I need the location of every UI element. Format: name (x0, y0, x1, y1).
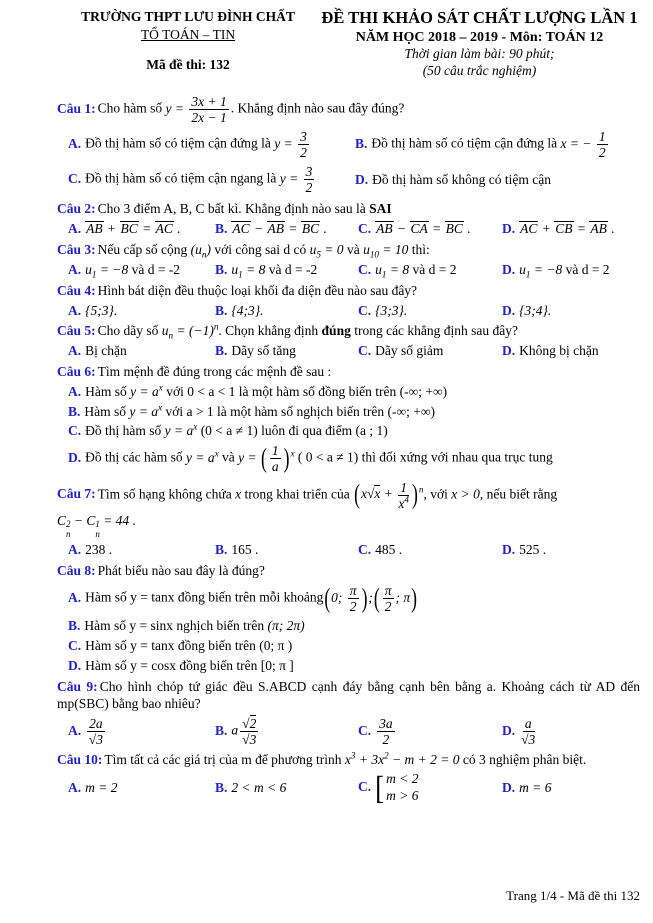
choice-letter: A. (68, 722, 82, 738)
interval-expression: (0; $\frac{\pi}{2}$ );( $\frac{\pi}{2}$ ; π) (324, 581, 417, 614)
choice-d: D. 525 . (502, 542, 547, 558)
question-6 (57, 363, 640, 475)
question-10-stem: Câu 10: Tìm tất cả các giá trị của m để phương trình $x^3 + 3x^2 - m + 2 = 0$ có 3 nghiệm phân biệt. (57, 750, 587, 768)
choice-letter: B. (215, 343, 228, 359)
question-4-label: Câu 4: (57, 282, 96, 298)
question-2-label: Câu 2: (57, 200, 96, 216)
school-name: TRƯỜNG THPT LƯU ĐÌNH CHẤT (81, 9, 295, 24)
choice-d: D. Đồ thị các hàm số $y = a^x$ và y = ( $\frac{1}{a}$ )$^x$ ( 0 < a ≠ 1) thì đối xứng với nhau qua trục tung (68, 442, 553, 475)
choice-letter: C. (68, 171, 82, 187)
question-2-stem: Câu 2: Cho 3 điểm A, B, C bất kì. Khẳng định nào sau là SAI (57, 200, 392, 216)
choice-letter: A. (68, 221, 82, 237)
sqrt-sign: √ (242, 716, 250, 732)
question-1 (57, 93, 640, 197)
choice-c (358, 715, 502, 748)
cubic-equation: $x^3 + 3x^2 - m + 2 = 0$ (344, 750, 460, 768)
emphasis: SAI (369, 200, 392, 216)
sequence-term: $(u_n)$ (190, 242, 211, 260)
choice-c: C. Đồ thị hàm số $y = a^x$ (0 < a ≠ 1) luôn đi qua điểm (a ; 1) (68, 421, 388, 439)
big-paren: ) (412, 478, 418, 510)
choice-letter: C. (358, 302, 372, 318)
choice-c (358, 771, 502, 805)
question-2 (57, 200, 640, 239)
choice-d (502, 715, 640, 748)
vector-equation: AC + CB = AB . (520, 221, 615, 237)
department-name: TỔ TOÁN – TIN (140, 26, 236, 42)
choice-b (215, 219, 358, 238)
choice-d: D. m = 6 (502, 780, 552, 796)
choice-letter: B. (68, 403, 81, 419)
math-answer: x = − $\frac{1}{2}$ (560, 129, 606, 161)
question-8-stem: Câu 8: Phát biểu nào sau đây là đúng? (57, 563, 265, 579)
question-4 (57, 282, 640, 320)
choices-row (68, 771, 640, 805)
choice-c (358, 219, 502, 238)
binomial-expression: (x√x + $\frac{1}{x^4}$ )$^n$ (354, 478, 424, 511)
choice-letter: D. (502, 542, 516, 558)
question-6-stem: Câu 6: Tìm mệnh đề đúng trong các mệnh đề sau : (57, 364, 332, 380)
vector-equation: AB − CA = BC . (376, 221, 471, 237)
choice-letter: A. (68, 343, 82, 359)
question-8-label: Câu 8: (57, 563, 96, 579)
sqrt-sign: √ (242, 732, 250, 748)
choice-letter: D. (502, 221, 516, 237)
choice-letter: A. (68, 302, 82, 318)
choice-b: B. Hàm số $y = a^x$ với a > 1 là một hàm số nghịch biến trên (-∞; +∞) (68, 402, 436, 419)
choice-a: A. $u_1 = -8$ và d = -2 (68, 261, 181, 280)
vector-equation: AB + BC = AC . (86, 221, 181, 237)
big-paren: ( (324, 581, 331, 613)
question-5-label: Câu 5: (57, 323, 96, 339)
question-list (57, 93, 640, 805)
choice-letter: B. (215, 780, 228, 796)
choices-row (68, 715, 640, 748)
choice-letter: A. (68, 261, 82, 277)
choice-letter: D. (502, 722, 516, 738)
fraction-answer: $\frac{√2}{√3}$ (242, 716, 257, 748)
choice-letter: C. (358, 221, 372, 237)
choice-d (502, 219, 640, 238)
emphasis: đúng (321, 323, 351, 339)
question-3-stem: Câu 3: Nếu cấp số cộng $(u_n)$ với công sai d có $u_5 = 0$ và $u_{10} = 10$ thì: (57, 242, 430, 260)
choice-b: B. Đồ thị hàm số có tiệm cận đứng là x = − $\frac{1}{2}$ (355, 128, 640, 161)
choice-letter: C. (358, 261, 372, 277)
fraction-answer: $\frac{3a}{2}$ (379, 716, 393, 748)
choice-letter: C. (358, 722, 372, 738)
choice-b: B. $u_1 = 8$ và d = -2 (215, 261, 318, 280)
choice-letter: B. (215, 302, 228, 318)
choice-a (68, 219, 215, 238)
question-1-label: Câu 1: (57, 100, 96, 116)
choices-row (68, 342, 640, 360)
exam-code: Mã đề thi: 132 (146, 57, 230, 73)
choice-c: C. Dãy số giảm (358, 343, 444, 359)
big-paren: ) (283, 442, 290, 474)
choice-letter: D. (502, 261, 516, 277)
choice-d: D. $u_1 = -8$ và d = 2 (502, 261, 610, 280)
choice-b: B. 165 . (215, 542, 259, 558)
big-paren: ( (261, 442, 267, 474)
choice-d: D. {3;4}. (502, 302, 552, 318)
choices-row (68, 219, 640, 238)
combination-equation: C 2 n − C 1 n = 44 . (57, 512, 136, 539)
choices-row (68, 163, 640, 196)
sqrt-sign: √ (88, 732, 97, 748)
choice-c: C. 485 . (358, 542, 403, 558)
question-7 (57, 479, 640, 560)
exam-note: (50 câu trắc nghiệm) (422, 63, 537, 78)
big-paren: ) (361, 581, 368, 613)
sqrt-sign: √ (521, 732, 529, 748)
exam-title: ĐỀ THI KHẢO SÁT CHẤT LƯỢNG LẦN 1 (321, 8, 638, 27)
school-block (57, 8, 319, 74)
big-paren: ) (411, 581, 417, 613)
choice-a: A. Hàm số y = tanx đồng biến trên mỗi khoảng(0; $\frac{\pi}{2}$ );( $\frac{\pi}{2}$ ; π) (68, 581, 417, 614)
exam-subtitle: NĂM HỌC 2018 – 2019 - Môn: TOÁN 12 (355, 29, 604, 45)
choice-b: B. Dãy số tăng (215, 343, 296, 359)
choice-letter: C. (358, 542, 372, 558)
question-1-stem (57, 93, 640, 126)
choice-letter: D. (502, 302, 516, 318)
choice-b: B. {4;3}. (215, 302, 264, 318)
choice-letter: B. (215, 221, 228, 237)
exam-duration: Thời gian làm bài: 90 phút; (404, 46, 555, 62)
choice-c: C. $u_1 = 8$ và d = 2 (358, 261, 457, 280)
math-answer: y = $\frac{3}{2}$ (279, 164, 313, 196)
choice-b: B. 2 < m < 6 (215, 780, 287, 796)
question-10 (57, 751, 640, 805)
header (57, 8, 640, 80)
choice-letter: D. (68, 657, 82, 673)
math-function: y = $\frac{3x + 1}{2x - 1}$ (165, 93, 227, 125)
choice-letter: A. (68, 542, 82, 558)
question-9-stem: Câu 9: Cho hình chóp tứ giác đều S.ABCD cạnh đáy bằng cạnh bên bằng a. Khoảng cách từ AD đến mp(SBC) bằng bao nhiêu? (57, 678, 641, 712)
big-paren: ( (373, 581, 380, 613)
choice-letter: C. (358, 779, 372, 795)
system-rows: m < 2 m > 6 (386, 771, 419, 804)
choice-letter: B. (355, 135, 368, 151)
choice-d: D. Hàm số y = cosx đồng biến trên [0; π ] (68, 657, 294, 673)
choice-a: A. m = 2 (68, 780, 118, 796)
system-bracket: [ (375, 769, 385, 806)
choice-c: C. Đồ thị hàm số có tiệm cận ngang là y = $\frac{3}{2}$ (68, 163, 355, 196)
choice-letter: B. (215, 722, 228, 738)
choice-a: A. {5;3}. (68, 302, 118, 318)
choice-letter: D. (502, 343, 516, 359)
choice-letter: A. (68, 383, 82, 399)
choice-a: A. Đồ thị hàm số có tiệm cận đứng là y = $\frac{3}{2}$ (68, 128, 355, 161)
choice-a: A. 238 . (68, 542, 113, 558)
question-9 (57, 678, 640, 749)
question-7-label: Câu 7: (57, 486, 96, 502)
question-6-label: Câu 6: (57, 364, 96, 380)
question-5 (57, 322, 640, 360)
question-4-stem: Câu 4: Hình bát diện đều thuộc loại khối đa diện đều nào sau đây? (57, 282, 418, 298)
fraction-answer: $\frac{2a}{√3}$ (88, 716, 103, 748)
sequence-term: $u_{10} = 10$ (363, 242, 409, 260)
choices-row (68, 261, 640, 279)
choice-a (68, 715, 215, 748)
vector-equation: AC − AB = BC . (232, 221, 327, 237)
question-10-label: Câu 10: (57, 752, 103, 768)
question-3-label: Câu 3: (57, 242, 96, 258)
fraction-answer: $\frac{a}{√3}$ (521, 716, 536, 748)
exam-title-block (319, 8, 640, 80)
choice-d: D. Không bị chặn (502, 343, 599, 359)
question-7-condition (57, 512, 640, 540)
choice-letter: A. (68, 589, 82, 605)
choice-letter: D. (355, 172, 369, 188)
question-9-label: Câu 9: (57, 678, 98, 694)
big-paren: ( (354, 478, 360, 510)
choice-letter: B. (215, 542, 228, 558)
page-footer: Trang 1/4 - Mã đề thi 132 (506, 888, 640, 903)
question-3 (57, 241, 640, 279)
choice-letter: B. (215, 261, 228, 277)
choice-letter: C. (68, 637, 82, 653)
choice-a: A. Hàm số $y = a^x$ với 0 < a < 1 là một hàm số đồng biến trên (-∞; +∞) (68, 382, 448, 399)
choice-letter: A. (68, 780, 82, 796)
stem-text: . Khẳng định nào sau đây đúng? (230, 100, 405, 116)
choice-c: C. {3;3}. (358, 302, 408, 318)
question-5-stem: Câu 5: Cho dãy số $u_n = (-1)^n$. Chọn khẳng định đúng trong các khẳng định sau đây? (57, 321, 519, 342)
choice-c: C. Hàm số y = tanx đồng biến trên (0; π ) (68, 637, 293, 653)
choices-row (68, 128, 640, 161)
choice-letter: B. (68, 618, 81, 634)
sqrt-sign: √ (367, 486, 375, 502)
choice-letter: C. (68, 423, 82, 439)
choice-letter: D. (68, 449, 82, 465)
stem-text: Cho hàm số (97, 100, 166, 116)
choice-b: B. Hàm số y = sinx nghịch biến trên (π; 2π) (68, 618, 305, 634)
choices-row (68, 541, 640, 559)
sequence-formula: $u_n = (-1)^n$ (161, 321, 219, 342)
math-answer: y = $\frac{3}{2}$ (274, 129, 307, 161)
question-8 (57, 562, 640, 674)
choice-b: B. a $\frac{√2}{√3}$ (215, 716, 257, 748)
choice-letter: D. (502, 780, 516, 796)
choice-a: A. Bị chặn (68, 343, 127, 359)
question-7-stem: Câu 7: Tìm số hạng không chứa x trong khai triển của (x√x + $\frac{1}{x^4}$ )$^n$, với x > 0, nếu biết rằng (57, 478, 558, 511)
choices-row (68, 302, 640, 320)
choice-d: D. Đồ thị hàm số không có tiệm cận (355, 172, 551, 188)
choice-letter: C. (358, 343, 372, 359)
choice-letter: A. (68, 135, 82, 151)
sequence-term: $u_5 = 0$ (309, 242, 344, 260)
